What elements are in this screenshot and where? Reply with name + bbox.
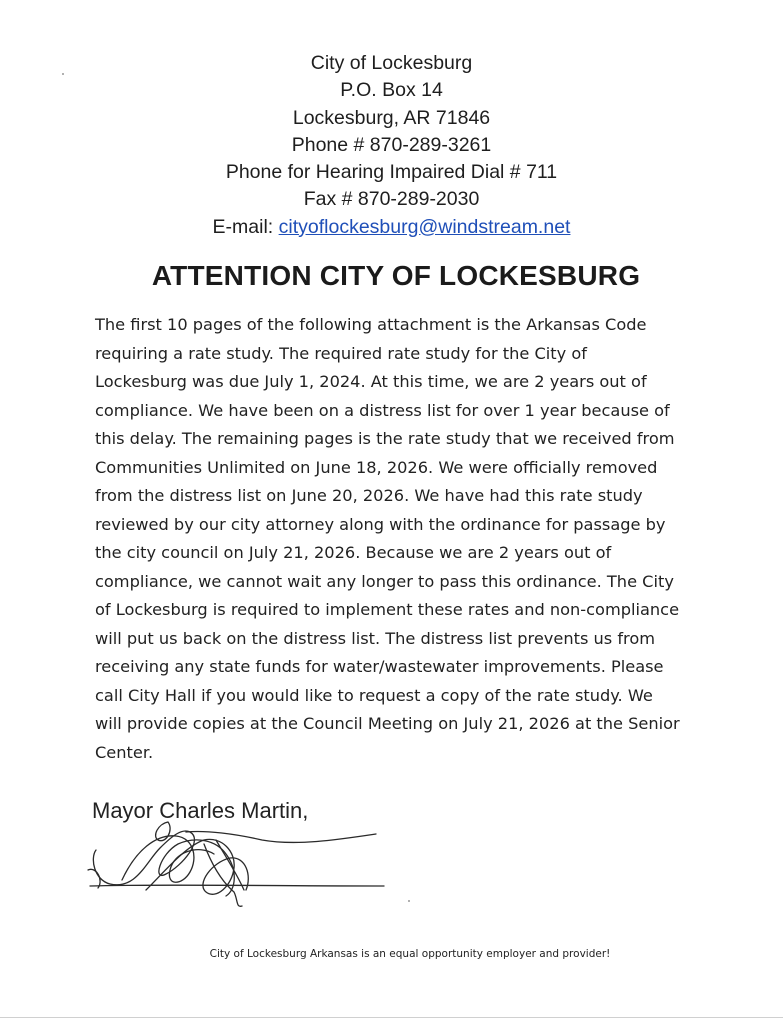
footer-notice: City of Lockesburg Arkansas is an equal opportunity employer and provider! bbox=[209, 948, 611, 960]
letterhead-email-row bbox=[0, 214, 783, 241]
body-line: Lockesburg was due July 1, 2024. At this time, we are 2 years out of bbox=[95, 372, 647, 391]
notice-body bbox=[95, 311, 715, 767]
page-edge-line bbox=[0, 1017, 783, 1018]
body-line: will put us back on the distress list. The distress list prevents us from bbox=[95, 628, 656, 648]
body-line: will provide copies at the Council Meeting on July 21, 2026 at the Senior bbox=[95, 714, 680, 733]
body-line: Communities Unlimited on June 18, 2026. We were officially removed bbox=[95, 457, 658, 477]
email-link[interactable]: cityoflockesburg@windstream.net bbox=[278, 215, 571, 238]
body-line: requiring a rate study. The required rate study for the City of bbox=[95, 343, 587, 363]
body-line: this delay. The remaining pages is the rate study that we received from bbox=[95, 429, 675, 448]
body-line: from the distress list on June 20, 2026. We have had this rate study bbox=[95, 486, 643, 505]
email-label: E-mail: bbox=[212, 215, 279, 238]
scan-speck bbox=[408, 900, 410, 902]
letterhead-address: Lockesburg, AR 71846 bbox=[292, 106, 491, 129]
letterhead-fax: Fax # 870-289-2030 bbox=[303, 188, 480, 211]
body-line: compliance. We have been on a distress list for over 1 year because of bbox=[95, 400, 670, 420]
body-line: receiving any state funds for water/wastewater improvements. Please bbox=[95, 657, 664, 676]
letterhead-phone: Phone # 870-289-3261 bbox=[291, 133, 492, 156]
document-title: ATTENTION CITY OF LOCKESBURG bbox=[151, 260, 641, 291]
body-line: reviewed by our city attorney along with the ordinance for passage by bbox=[95, 514, 666, 534]
letterhead bbox=[0, 50, 783, 241]
body-line: the city council on July 21, 2026. Because we are 2 years out of bbox=[95, 543, 612, 562]
letterhead-po-box: P.O. Box 14 bbox=[340, 79, 443, 102]
body-line: call City Hall if you would like to request a copy of the rate study. We bbox=[95, 685, 653, 705]
closing-signoff: Mayor Charles Martin, bbox=[92, 798, 309, 823]
body-line: The first 10 pages of the following attachment is the Arkansas Code bbox=[95, 315, 647, 334]
body-line: of Lockesburg is required to implement these rates and non-compliance bbox=[95, 600, 680, 619]
scan-speck bbox=[62, 73, 64, 75]
letterhead-hearing-impaired: Phone for Hearing Impaired Dial # 711 bbox=[225, 161, 558, 184]
letterhead-city: City of Lockesburg bbox=[310, 52, 473, 74]
body-line: Center. bbox=[95, 742, 154, 762]
signature-scribble bbox=[86, 810, 426, 920]
body-line: compliance, we cannot wait any longer to pass this ordinance. The City bbox=[95, 571, 674, 591]
